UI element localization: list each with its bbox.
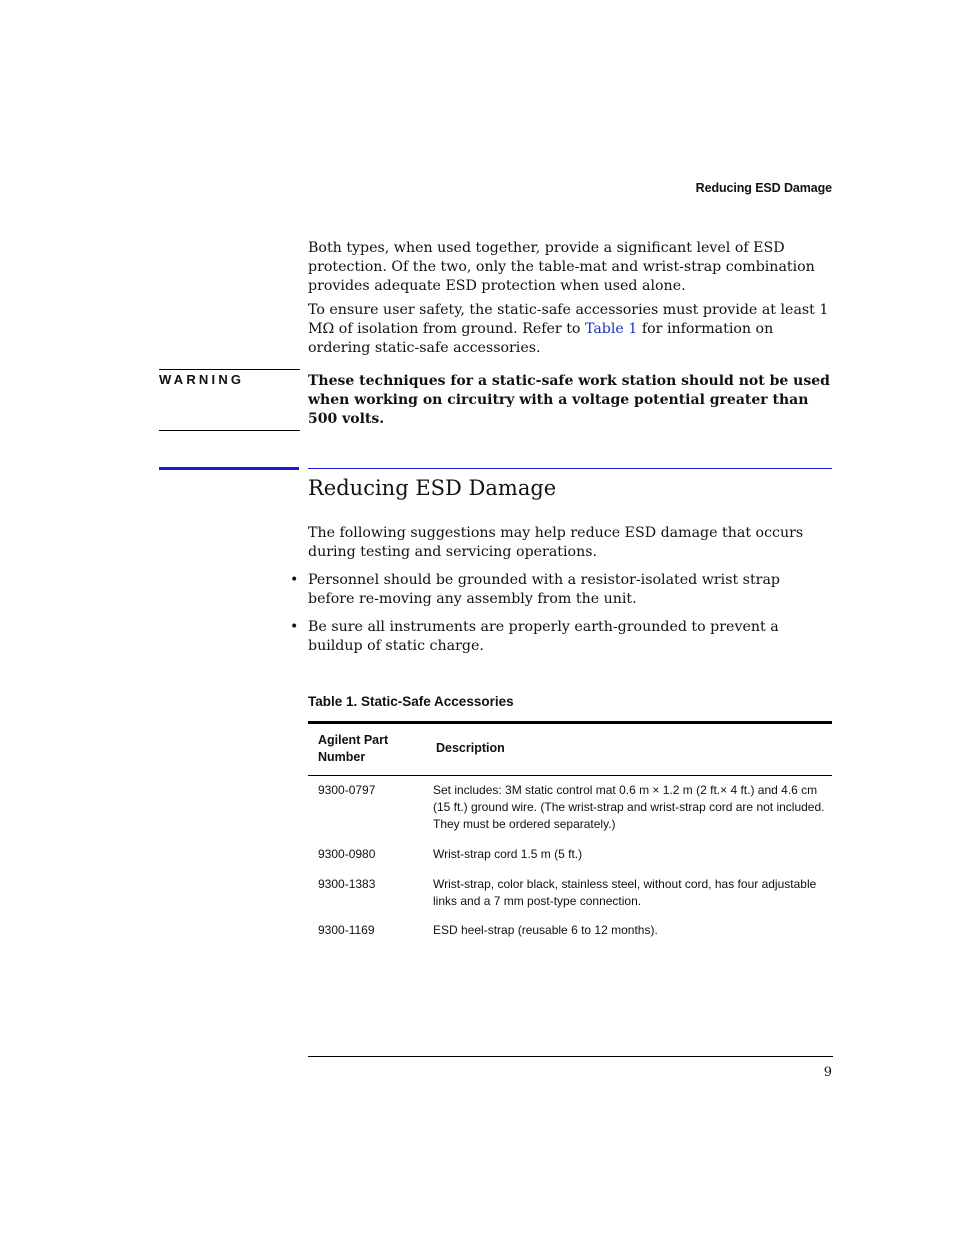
table-cell-description: Wrist-strap, color black, stainless steel, without cord, has four adjustable links and a 7 mm post-type connection. xyxy=(433,877,817,908)
footer-rule xyxy=(308,1056,833,1057)
bullet-item-1 xyxy=(0,571,840,611)
page-number: 9 xyxy=(823,1065,832,1080)
section-intro xyxy=(308,524,838,562)
table-header-part-line-1: Agilent Part xyxy=(318,733,389,747)
warning-bottom-rule xyxy=(159,430,300,431)
table-cell-part: 9300-1383 xyxy=(318,877,376,891)
section-intro-text: The following suggestions may help reduce ESD damage that occurs during testing and servicing operations. xyxy=(308,525,804,560)
bullet-glyph-1: • xyxy=(290,572,299,588)
intro-text-2-end: for information on ordering static-safe accessories. xyxy=(308,321,774,356)
table-header-rule xyxy=(308,775,832,776)
table-cell-part: 9300-0980 xyxy=(318,847,376,861)
table-header-part-number xyxy=(318,732,388,766)
table-cell-description: Wrist-strap cord 1.5 m (5 ft.) xyxy=(433,847,583,861)
table-caption: Table 1. Static-Safe Accessories xyxy=(308,694,514,709)
bullet-text-2: Be sure all instruments are properly earth-grounded to prevent a buildup of static charge. xyxy=(308,619,779,654)
table-top-rule xyxy=(308,721,832,724)
bullet-glyph-2: • xyxy=(290,619,299,635)
table-cell-description: ESD heel-strap (reusable 6 to 12 months). xyxy=(433,923,658,937)
warning-text: These techniques for a static-safe work station should not be used when working on circuitry with a voltage potential greater than 500 volts. xyxy=(308,373,830,427)
intro-paragraph-1 xyxy=(308,239,838,296)
intro-paragraph-2 xyxy=(308,301,838,358)
table-cell-part: 9300-0797 xyxy=(318,783,376,797)
bullet-text-1: Personnel should be grounded with a resistor-isolated wrist strap before re-moving any assembly from the unit. xyxy=(308,572,780,607)
table-header-part-line-2: Number xyxy=(318,750,366,764)
section-title: Reducing ESD Damage xyxy=(308,476,557,500)
intro-text-2 xyxy=(308,301,838,358)
section-accent-bar xyxy=(159,467,299,470)
intro-text-2-start: To ensure user safety, the static-safe accessories must provide at least 1 MΩ of isolation from ground. Refer to xyxy=(308,302,829,337)
intro-text-1: Both types, when used together, provide a significant level of ESD protection. Of the two, only the table-mat and wrist-strap combination provides adequate ESD protection when used alone. xyxy=(308,240,815,294)
section-divider xyxy=(308,468,832,469)
table-cell-part: 9300-1169 xyxy=(318,923,375,937)
bullet-item-2 xyxy=(0,618,840,658)
table-header-description: Description xyxy=(436,741,505,755)
running-header: Reducing ESD Damage xyxy=(695,181,832,195)
warning-label: WARNING xyxy=(159,372,245,387)
warning-top-rule xyxy=(159,369,300,370)
table-cell-description: Set includes: 3M static control mat 0.6 m × 1.2 m (2 ft.× 4 ft.) and 4.6 cm (15 ft.) ground wire. (The wrist-strap and wrist-strap cord are not included. They must be ordered separately.) xyxy=(433,783,825,831)
table-1-link[interactable]: Table 1 xyxy=(584,321,638,337)
